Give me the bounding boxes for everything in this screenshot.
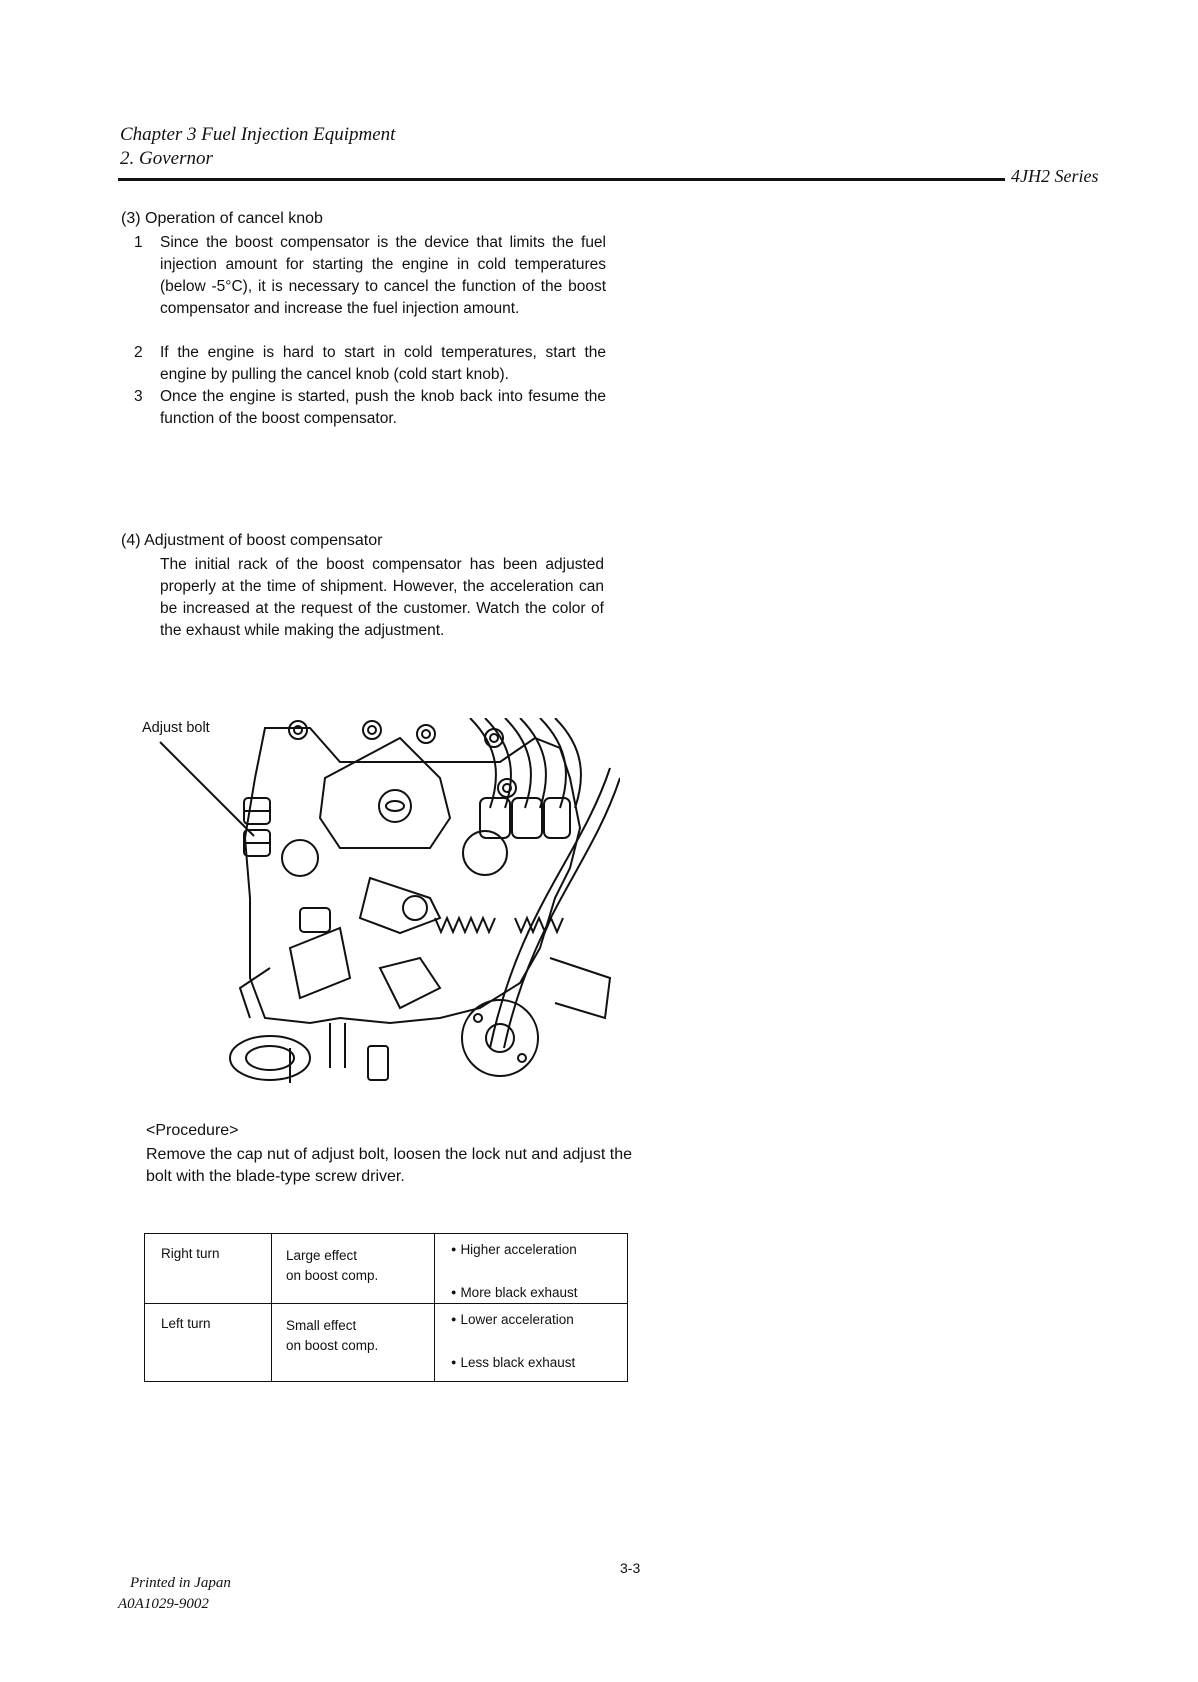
item-text: If the engine is hard to start in cold temperatures, start the engine by pulling the cancel knob (cold start knob). — [160, 344, 606, 383]
document-code: A0A1029-9002 — [118, 1596, 209, 1612]
result-line: ● More black exhaust — [451, 1282, 627, 1303]
item-number: 1 — [134, 234, 143, 251]
section4-heading: (4) Adjustment of boost compensator — [121, 532, 383, 549]
effect-cell — [272, 1234, 435, 1304]
procedure-heading: <Procedure> — [146, 1122, 239, 1139]
figure-label: Adjust bolt — [142, 720, 210, 736]
effect-line: on boost comp. — [286, 1268, 379, 1283]
effect-cell — [272, 1304, 435, 1382]
effect-line: Small effect — [286, 1318, 357, 1333]
item-text: Since the boost compensator is the device that limits the fuel injection amount for starting the engine in cold temperatures (below -5°C), it is necessary to cancel the function of the boost compensator and increase the fuel injection amount. — [160, 234, 606, 317]
result-cell — [435, 1234, 628, 1304]
result-line: ● Lower acceleration — [451, 1309, 627, 1330]
effect-line: on boost comp. — [286, 1338, 379, 1353]
effect-line: Large effect — [286, 1248, 358, 1263]
item-number: 3 — [134, 388, 143, 405]
printed-in-japan: Printed in Japan — [130, 1575, 231, 1591]
chapter-title: Chapter 3 Fuel Injection Equipment — [120, 124, 396, 145]
turn-cell: Right turn — [145, 1234, 272, 1304]
section3-item-3 — [134, 386, 604, 430]
adjustment-table — [144, 1233, 628, 1382]
section3-heading: (3) Operation of cancel knob — [121, 210, 323, 227]
procedure-text: Remove the cap nut of adjust bolt, loosen the lock nut and adjust the bolt with the blade-type screw driver. — [146, 1146, 632, 1185]
injection-pump-illustration — [140, 718, 620, 1088]
result-line: ● Less black exhaust — [451, 1352, 627, 1373]
result-line: ● Higher acceleration — [451, 1239, 627, 1260]
table-row — [145, 1304, 628, 1382]
result-cell — [435, 1304, 628, 1382]
section-title: 2. Governor — [120, 148, 213, 169]
item-number: 2 — [134, 344, 143, 361]
page-number: 3-3 — [620, 1560, 641, 1576]
header-rule — [118, 178, 1005, 181]
section4-paragraph: The initial rack of the boost compensator has been adjusted properly at the time of shipment. However, the acceleration can be increased at the request of the customer. Watch the color of the exhaust while making the adjustment. — [160, 556, 604, 639]
turn-cell: Left turn — [145, 1304, 272, 1382]
section3-item-2 — [134, 342, 604, 386]
item-text: Once the engine is started, push the knob back into fesume the function of the boost compensator. — [160, 388, 606, 427]
series-label: 4JH2 Series — [1011, 166, 1099, 186]
section3-item-1 — [134, 232, 604, 342]
table-row — [145, 1234, 628, 1304]
